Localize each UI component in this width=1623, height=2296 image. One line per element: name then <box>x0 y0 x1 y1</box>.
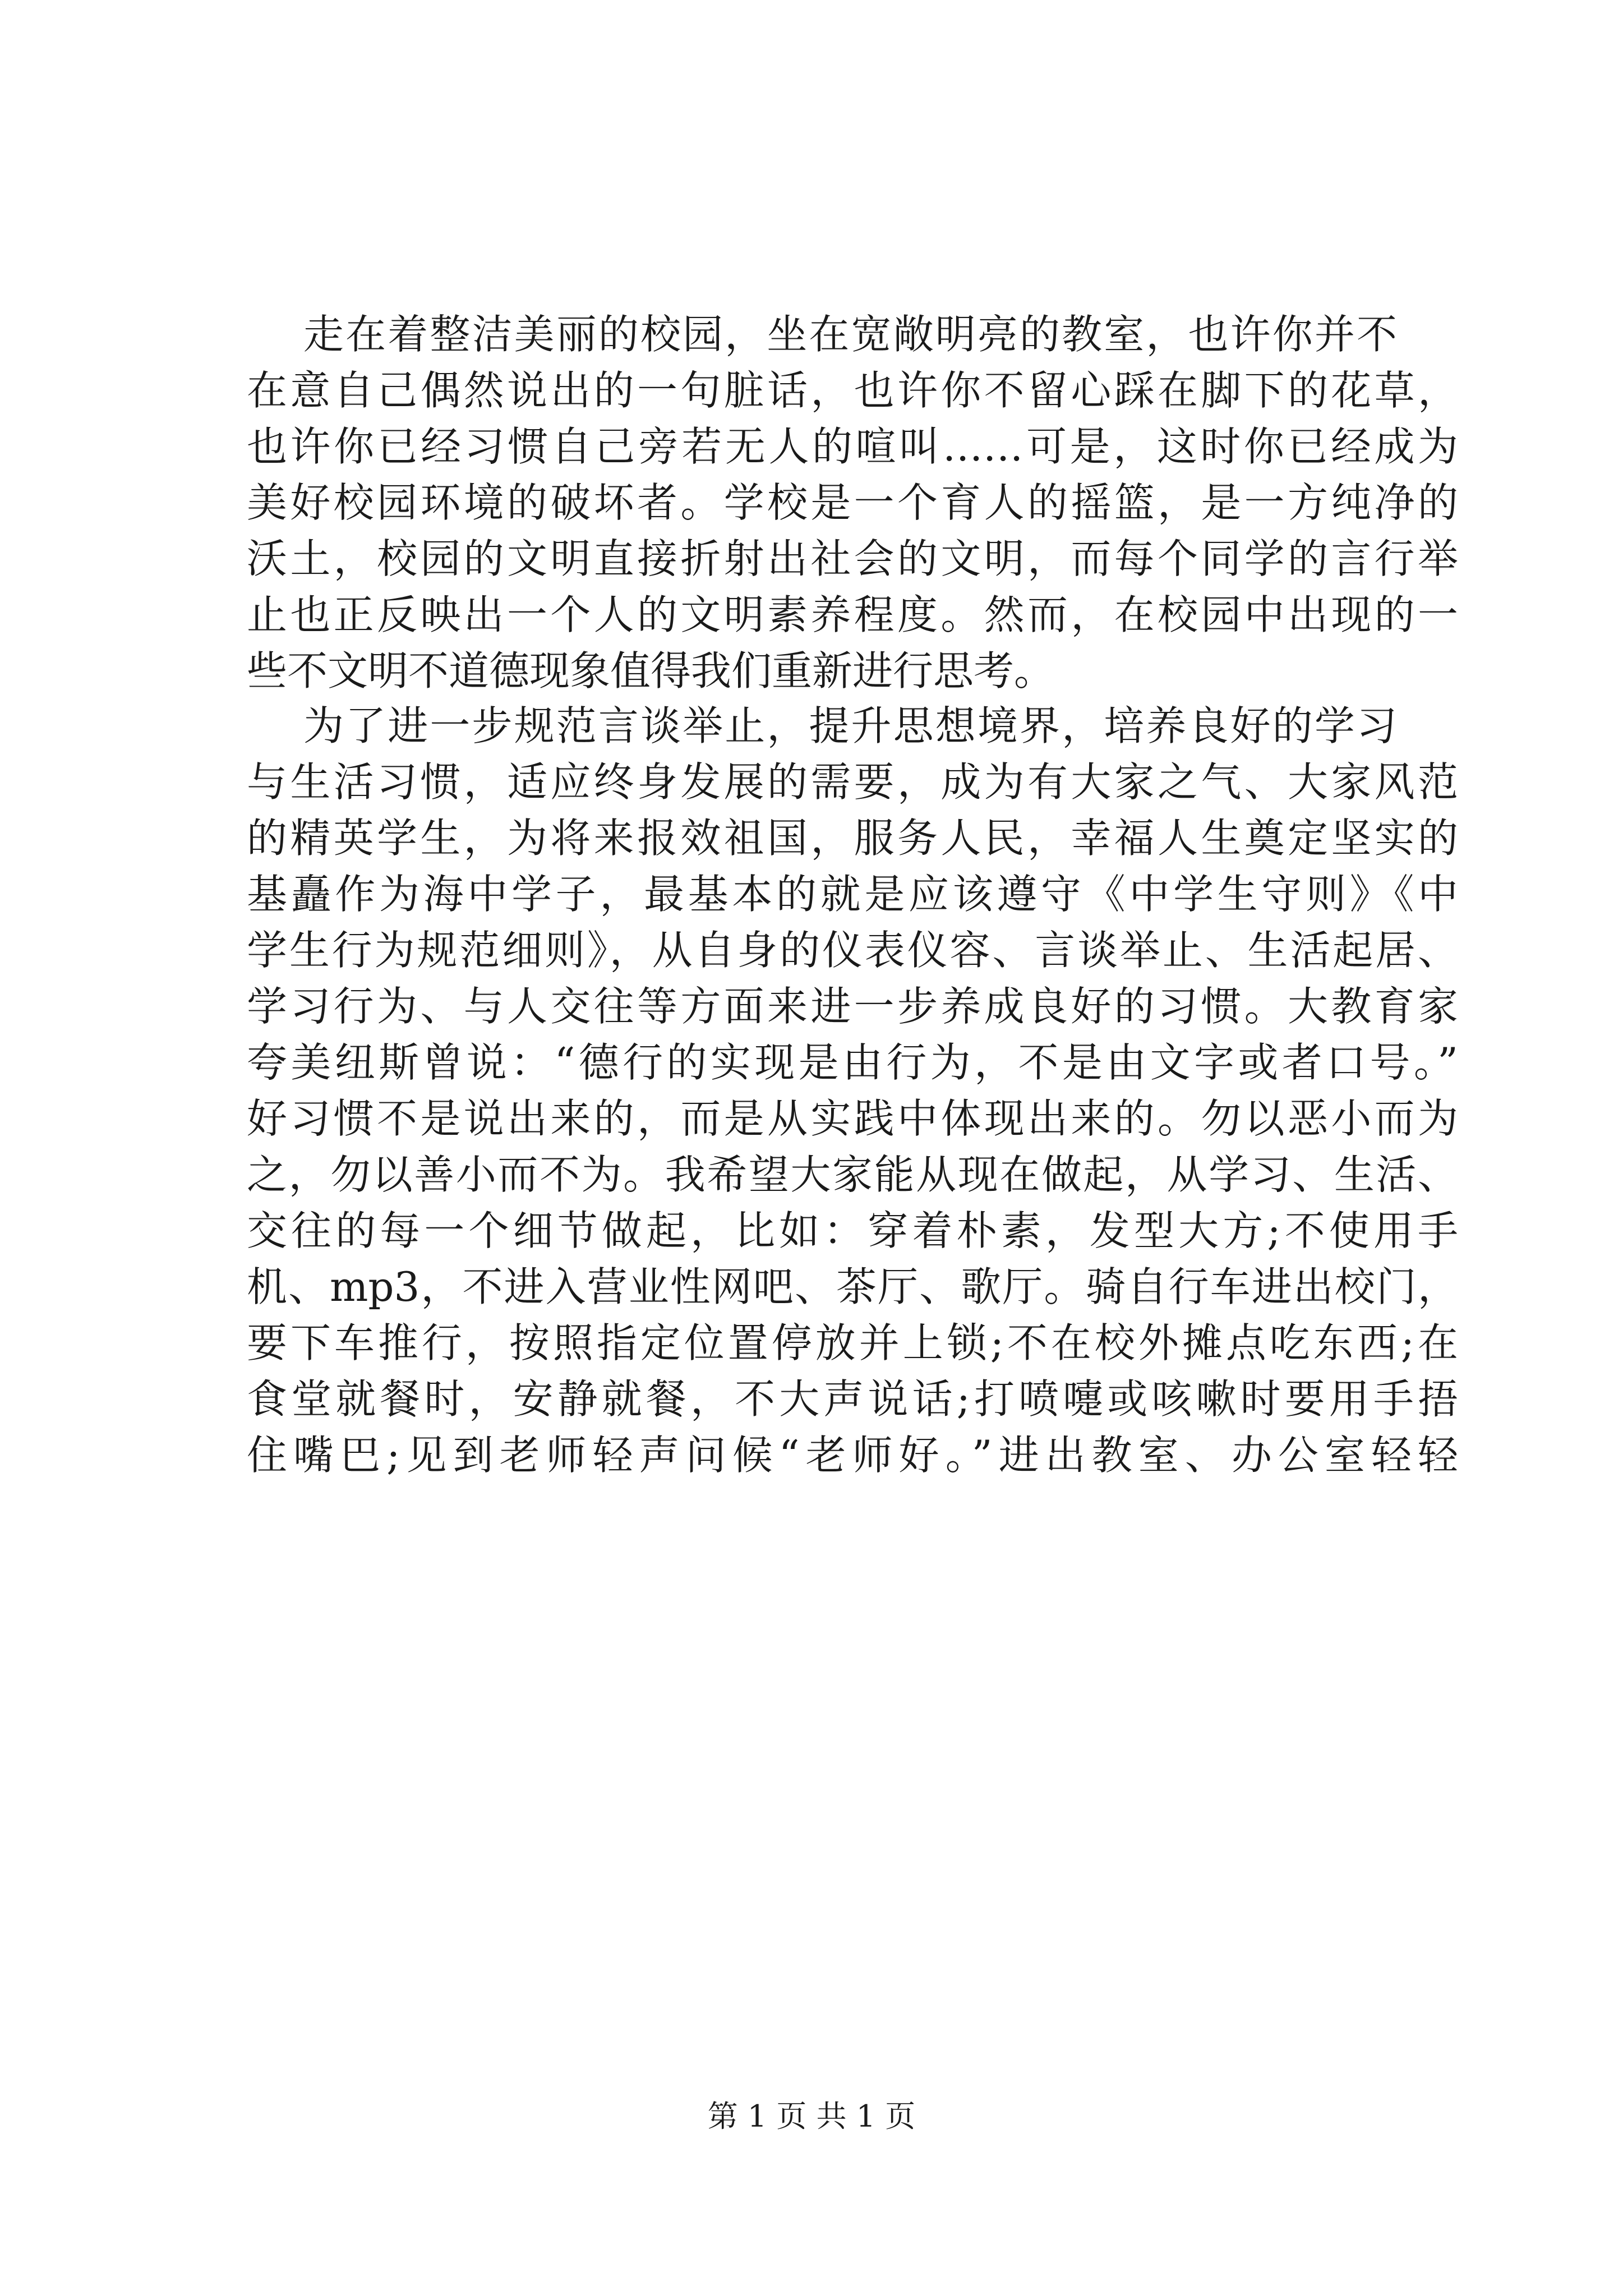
paragraph-2-line-9: 之，勿以善小而不为。我希望大家能从现在做起，从学习、生活、 <box>247 1151 1458 1198</box>
paragraph-1-line-4: 美好校园环境的破坏者。学校是一个育人的摇篮，是一方纯净的 <box>247 479 1458 526</box>
paragraph-2-line-10: 交往的每一个细节做起，比如：穿着朴素，发型大方;不使用手 <box>247 1207 1458 1254</box>
paragraph-1-line-2: 在意自己偶然说出的一句脏话，也许你不留心踩在脚下的花草， <box>247 367 1458 414</box>
paragraph-2-line-14: 住嘴巴;见到老师轻声问候“老师好。”进出教室、办公室轻轻 <box>247 1432 1458 1479</box>
paragraph-2-line-8: 好习惯不是说出来的，而是从实践中体现出来的。勿以恶小而为 <box>247 1095 1458 1142</box>
paragraph-1-line-7: 些不文明不道德现象值得我们重新进行思考。 <box>247 647 1055 694</box>
paragraph-2-line-13: 食堂就餐时，安静就餐，不大声说话;打喷嚏或咳嗽时要用手捂 <box>247 1375 1458 1423</box>
paragraph-2-line-1: 为了进一步规范言谈举止，提升思想境界，培养良好的学习 <box>303 702 1397 749</box>
paragraph-2-line-4: 基矗作为海中学子，最基本的就是应该遵守《中学生守则》《中 <box>247 871 1458 918</box>
paragraph-2-line-12: 要下车推行，按照指定位置停放并上锁;不在校外摊点吃东西;在 <box>247 1319 1458 1366</box>
paragraph-1-line-3: 也许你已经习惯自己旁若无人的喧叫……可是，这时你已经成为 <box>247 423 1458 470</box>
paragraph-2-line-2: 与生活习惯，适应终身发展的需要，成为有大家之气、大家风范 <box>247 758 1458 806</box>
paragraph-1-line-1: 走在着整洁美丽的校园，坐在宽敞明亮的教室，也许你并不 <box>303 311 1397 358</box>
page-number-footer: 第 1 页 共 1 页 <box>707 2099 916 2134</box>
paragraph-2-line-3: 的精英学生，为将来报效祖国，服务人民，幸福人生奠定坚实的 <box>247 815 1458 862</box>
paragraph-2-line-7: 夸美纽斯曾说：“德行的实现是由行为，不是由文字或者口号。” <box>247 1039 1458 1086</box>
paragraph-1-line-6: 止也正反映出一个人的文明素养程度。然而，在校园中出现的一 <box>247 591 1458 638</box>
paragraph-1-line-5: 沃土，校园的文明直接折射出社会的文明，而每个同学的言行举 <box>247 535 1458 582</box>
paragraph-2-line-11: 机、mp3，不进入营业性网吧、茶厅、歌厅。骑自行车进出校门， <box>247 1263 1458 1310</box>
paragraph-2-line-5: 学生行为规范细则》，从自身的仪表仪容、言谈举止、生活起居、 <box>247 927 1458 974</box>
paragraph-2-line-6: 学习行为、与人交往等方面来进一步养成良好的习惯。大教育家 <box>247 983 1458 1030</box>
